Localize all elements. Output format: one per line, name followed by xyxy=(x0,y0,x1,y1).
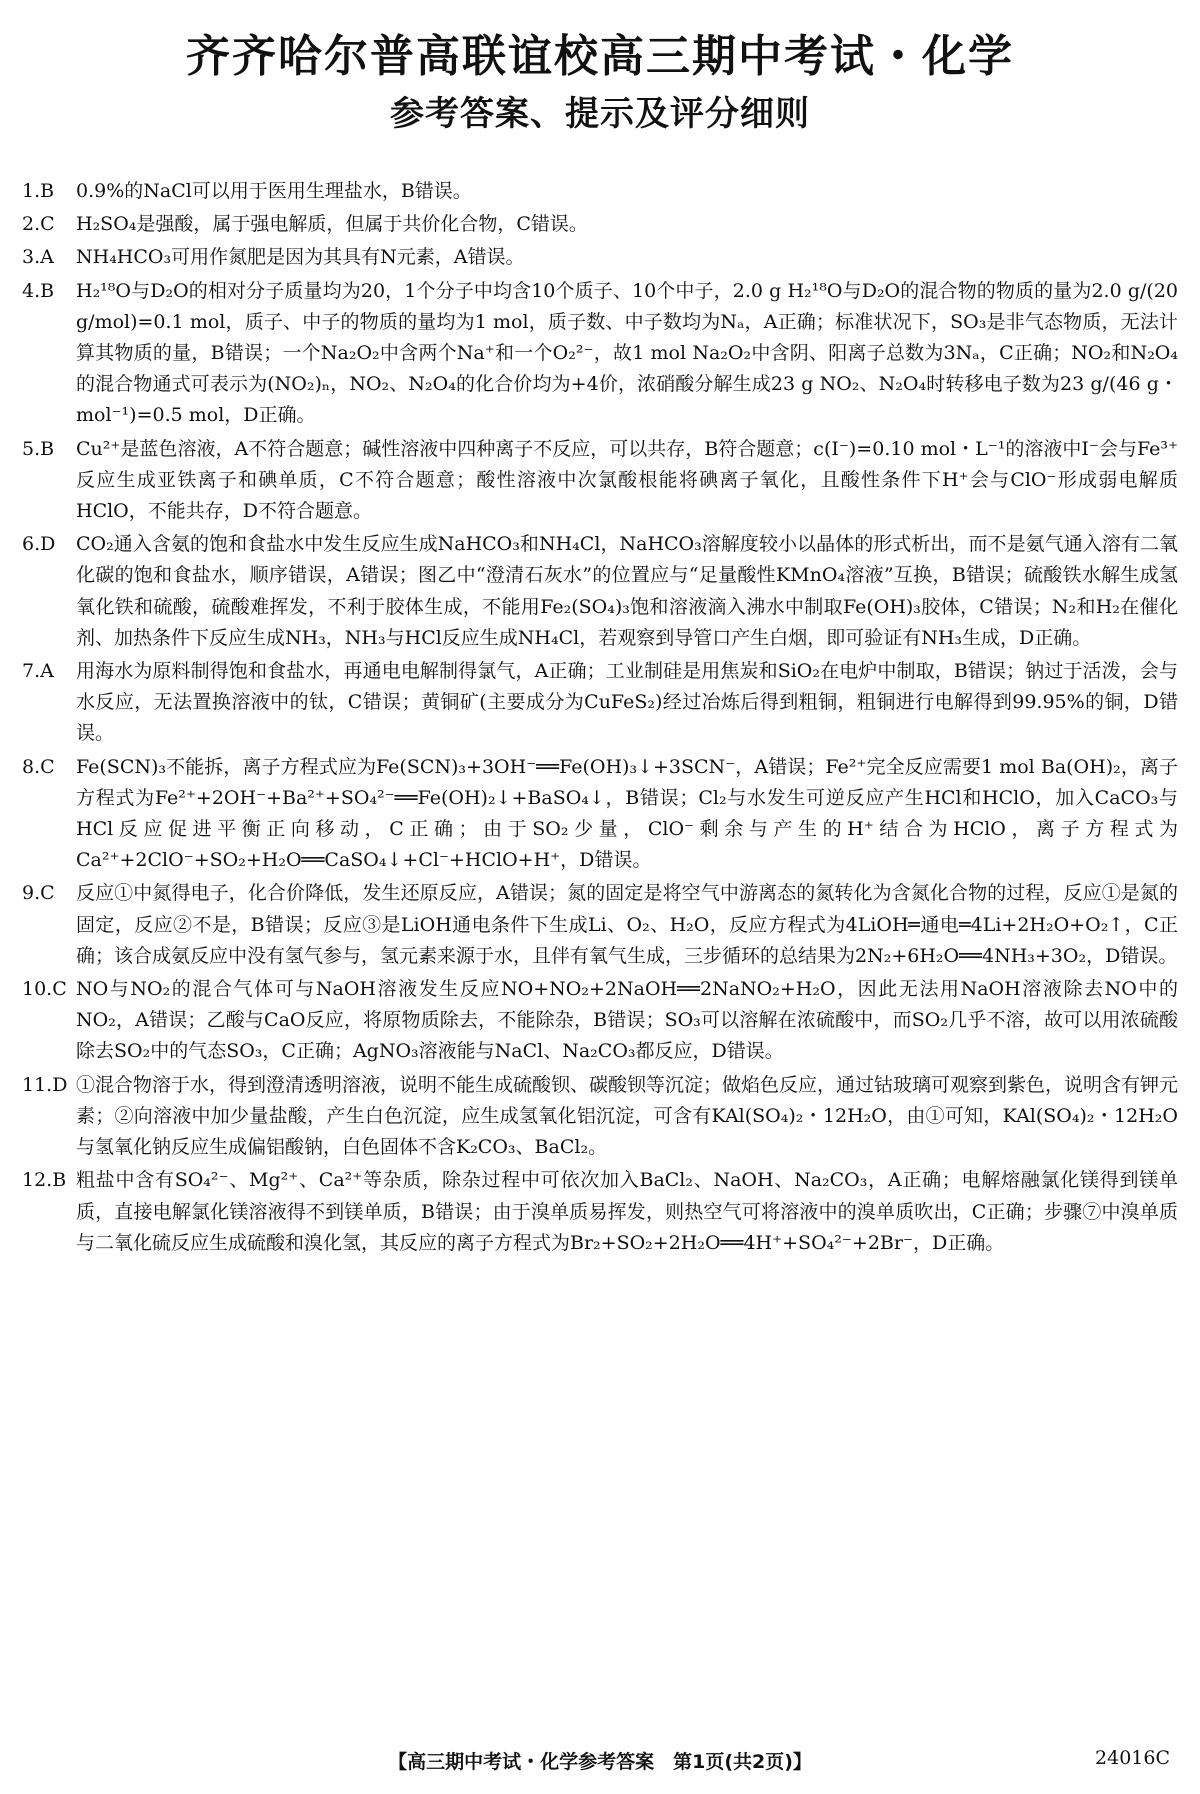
answer-number: 6.D xyxy=(22,533,56,556)
answer-item-7 xyxy=(22,656,1178,750)
answer-item-9 xyxy=(22,878,1178,972)
answer-explanation: 反应①中氮得电子，化合价降低，发生还原反应，A错误；氮的固定是将空气中游离态的氮转化为含氮化合物的过程，反应①是氮的固定，反应②不是，B错误；反应③是LiOH通电条件下生成Li、O₂、H₂O，反应方程式为4LiOH═通电═4Li+2H₂O+O₂↑，C正确；该合成氨反应中没有氢气参与，氢元素来源于水，且伴有氧气生成，三步循环的总结果为2N₂+6H₂O══4NH₃+3O₂，D错误。 xyxy=(76,882,1178,967)
answer-number: 2.C xyxy=(22,213,55,236)
footer-label: 【高三期中考试・化学参考答案 第1页(共2页)】 xyxy=(388,1751,812,1773)
answer-explanation: H₂¹⁸O与D₂O的相对分子质量均为20，1个分子中均含10个质子、10个中子，2.0 g H₂¹⁸O与D₂O的混合物的物质的量为2.0 g/(20 g/mol)=0.1 mol，质子、中子的物质的量均为1 mol，质子数、中子数均为Nₐ，A正确；标准状况下，SO₃是非气态物质，无法计算其物质的量，B错误；一个Na₂O₂中含两个Na⁺和一个O₂²⁻，故1 mol Na₂O₂中含阴、阳离子总数为3Nₐ，C正确；NO₂和N₂O₄的混合物通式可表示为(NO₂)ₙ，NO₂、N₂O₄的化合价均为+4价，浓硝酸分解生成23 g NO₂、N₂O₄时转移电子数为23 g/(46 g・mol⁻¹)=0.5 mol，D正确。 xyxy=(76,279,1178,427)
answer-explanation: H₂SO₄是强酸，属于强电解质，但属于共价化合物，C错误。 xyxy=(76,213,588,236)
answer-explanation: 用海水为原料制得饱和食盐水，再通电电解制得氯气，A正确；工业制硅是用焦炭和SiO₂在电炉中制取，B错误；钠过于活泼，会与水反应，无法置换溶液中的钛，C错误；黄铜矿(主要成分为CuFeS₂)经过冶炼后得到粗铜，粗铜进行电解得到99.95%的铜，D错误。 xyxy=(76,660,1178,745)
answer-number: 10.C xyxy=(22,978,67,1001)
answer-number: 12.B xyxy=(22,1169,67,1192)
answer-explanation: 0.9%的NaCl可以用于医用生理盐水，B错误。 xyxy=(76,180,472,202)
answer-explanation: NO与NO₂的混合气体可与NaOH溶液发生反应NO+NO₂+2NaOH══2NaNO₂+H₂O，因此无法用NaOH溶液除去NO中的NO₂，A错误；乙酸与CaO反应，将原物质除去，不能除杂，B错误；SO₃可以溶解在浓硫酸中，而SO₂几乎不溶，故可以用浓硫酸除去SO₂中的气态SO₃，C正确；AgNO₃溶液能与NaCl、Na₂CO₃都反应，D错误。 xyxy=(76,978,1178,1063)
answer-explanation: ①混合物溶于水，得到澄清透明溶液，说明不能生成硫酸钡、碳酸钡等沉淀；做焰色反应，通过钴玻璃可观察到紫色，说明含有钾元素；②向溶液中加少量盐酸，产生白色沉淀，应生成氢氧化铝沉淀，可含有KAl(SO₄)₂・12H₂O，由①可知，KAl(SO₄)₂・12H₂O与氢氧化钠反应生成偏铝酸钠，白色固体不含K₂CO₃、BaCl₂。 xyxy=(76,1073,1179,1159)
answer-item-11 xyxy=(22,1070,1178,1164)
document-code: 24016C xyxy=(1095,1747,1170,1769)
answer-number: 1.B xyxy=(22,180,55,202)
page-title: 齐齐哈尔普高联谊校高三期中考试・化学 xyxy=(186,31,1014,82)
answer-item-2 xyxy=(22,209,1178,240)
answer-item-4 xyxy=(22,276,1178,432)
page-subtitle: 参考答案、提示及评分细则 xyxy=(390,94,810,134)
answer-item-1 xyxy=(22,176,1178,207)
answer-explanation: Fe(SCN)₃不能拆，离子方程式应为Fe(SCN)₃+3OH⁻══Fe(OH)₃↓+3SCN⁻，A错误；Fe²⁺完全反应需要1 mol Ba(OH)₂，离子方程式为Fe²⁺+2OH⁻+Ba²⁺+SO₄²⁻══Fe(OH)₂↓+BaSO₄↓，B错误；Cl₂与水发生可逆反应产生HCl和HClO，加入CaCO₃与HCl反应促进平衡正向移动，C正确；由于SO₂少量，ClO⁻剩余与产生的H⁺结合为HClO，离子方程式为Ca²⁺+2ClO⁻+SO₂+H₂O══CaSO₄↓+Cl⁻+HClO+H⁺，D错误。 xyxy=(76,755,1178,872)
answer-item-5 xyxy=(22,434,1178,528)
answer-number: 5.B xyxy=(22,437,55,460)
answer-number: 9.C xyxy=(22,882,55,905)
answer-item-8 xyxy=(22,752,1178,877)
answer-item-10 xyxy=(22,974,1178,1068)
answer-list xyxy=(22,176,1178,1261)
answer-explanation: Cu²⁺是蓝色溶液，A不符合题意；碱性溶液中四种离子不反应，可以共存，B符合题意；c(I⁻)=0.10 mol・L⁻¹的溶液中I⁻会与Fe³⁺反应生成亚铁离子和碘单质，C不符合题意；酸性溶液中次氯酸根能将碘离子氧化，且酸性条件下H⁺会与ClO⁻形成弱电解质HClO，不能共存，D不符合题意。 xyxy=(76,437,1178,523)
answer-explanation: CO₂通入含氨的饱和食盐水中发生反应生成NaHCO₃和NH₄Cl，NaHCO₃溶解度较小以晶体的形式析出，而不是氨气通入溶有二氧化碳的饱和食盐水，顺序错误，A错误；图乙中“澄清石灰水”的位置应与“足量酸性KMnO₄溶液”互换，B错误；硫酸铁水解生成氢氧化铁和硫酸，硫酸难挥发，不利于胶体生成，不能用Fe₂(SO₄)₃饱和溶液滴入沸水中制取Fe(OH)₃胶体，C错误；N₂和H₂在催化剂、加热条件下反应生成NH₃，NH₃与HCl反应生成NH₄Cl，若观察到导管口产生白烟，即可验证有NH₃生成，D正确。 xyxy=(76,533,1178,649)
answer-number: 8.C xyxy=(22,755,55,778)
answer-number: 4.B xyxy=(22,279,55,302)
answer-number: 11.D xyxy=(22,1073,68,1096)
answer-number: 7.A xyxy=(22,660,54,683)
answer-item-6 xyxy=(22,529,1178,654)
answer-number: 3.A xyxy=(22,246,54,269)
answer-item-12 xyxy=(22,1165,1178,1259)
answer-item-3 xyxy=(22,242,1178,273)
answer-explanation: 粗盐中含有SO₄²⁻、Mg²⁺、Ca²⁺等杂质，除杂过程中可依次加入BaCl₂、NaOH、Na₂CO₃，A正确；电解熔融氯化镁得到镁单质，直接电解氯化镁溶液得不到镁单质，B错误；由于溴单质易挥发，则热空气可将溶液中的溴单质吹出，C正确；步骤⑦中溴单质与二氧化硫反应生成硫酸和溴化氢，其反应的离子方程式为Br₂+SO₂+2H₂O══4H⁺+SO₄²⁻+2Br⁻，D正确。 xyxy=(76,1169,1178,1254)
answer-explanation: NH₄HCO₃可用作氮肥是因为其具有N元素，A错误。 xyxy=(76,246,525,269)
